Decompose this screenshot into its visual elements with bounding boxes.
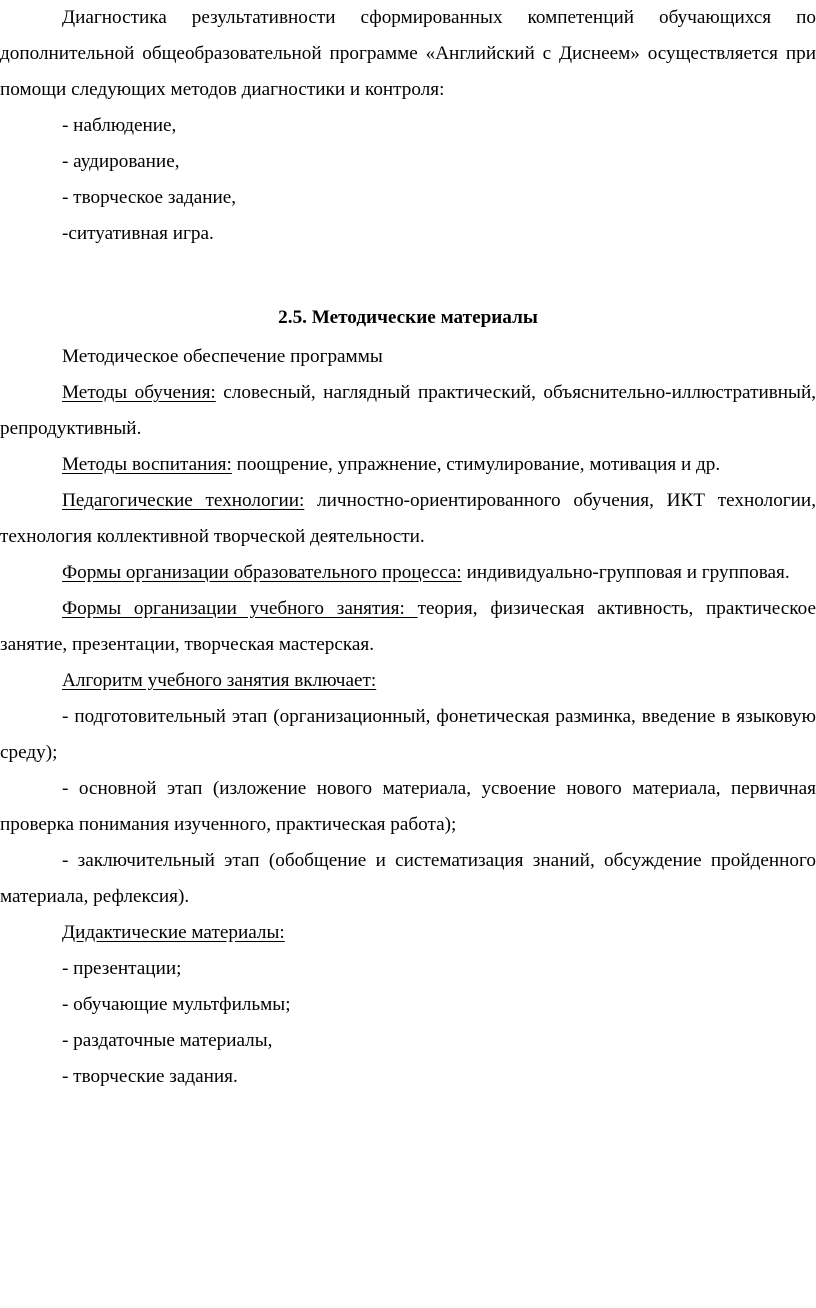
methods-upbringing-label: Методы воспитания: xyxy=(62,454,232,475)
didactic-label: Дидактические материалы: xyxy=(62,922,285,943)
didactic-item: - обучающие мультфильмы; xyxy=(62,994,291,1015)
methods-training-label: Методы обучения: xyxy=(62,382,216,403)
didactic-item: - раздаточные материалы, xyxy=(62,1030,273,1051)
didactic-item: - творческие задания. xyxy=(62,1066,238,1087)
ped-tech-text: личностно-ориентированного обучения, ИКТ технологии, технология коллективной творческой деятельности. xyxy=(0,490,816,547)
didactic-item: - презентации; xyxy=(62,958,182,979)
intro-paragraph: Диагностика результативности сформированных компетенций обучающихся по дополнительной общеобразовательной программе «Английский с Диснеем» осуществляется при помощи следующих методов диагностики и контроля: xyxy=(0,7,816,100)
section-subtitle: Методическое обеспечение программы xyxy=(62,346,383,367)
forms-process-text: индивидуально-групповая и групповая. xyxy=(461,562,790,583)
methods-training-text: словесный, наглядный практический, объяснительно-иллюстративный, репродуктивный. xyxy=(0,382,816,439)
diagnostic-method-item: - творческое задание, xyxy=(62,187,237,208)
section-heading: 2.5. Методические материалы xyxy=(278,307,538,328)
methods-upbringing-text: поощрение, упражнение, стимулирование, мотивация и др. xyxy=(231,454,721,475)
algorithm-stage: - основной этап (изложение нового материала, усвоение нового материала, первичная проверка понимания изученного, практическая работа); xyxy=(0,778,816,835)
algorithm-label: Алгоритм учебного занятия включает: xyxy=(62,670,377,691)
forms-lesson-label: Формы организации учебного занятия: xyxy=(62,598,418,619)
algorithm-stage: - подготовительный этап (организационный, фонетическая разминка, введение в языковую среду); xyxy=(0,706,816,763)
methods-upbringing-paragraph xyxy=(0,447,816,483)
algorithm-paragraph xyxy=(0,663,816,699)
diagnostic-method-item: - аудирование, xyxy=(62,151,180,172)
forms-lesson-text: теория, физическая активность, практическое занятие, презентации, творческая мастерская. xyxy=(0,598,816,655)
methods-training-paragraph xyxy=(0,375,816,447)
forms-lesson-paragraph xyxy=(0,591,816,663)
diagnostic-method-item: - наблюдение, xyxy=(62,115,177,136)
diagnostic-method-item: -ситуативная игра. xyxy=(62,223,214,244)
ped-tech-paragraph xyxy=(0,483,816,555)
ped-tech-label: Педагогические технологии: xyxy=(62,490,305,511)
forms-process-paragraph xyxy=(0,555,816,591)
forms-process-label: Формы организации образовательного процесса: xyxy=(62,562,462,583)
didactic-paragraph xyxy=(0,915,816,951)
algorithm-stage: - заключительный этап (обобщение и систематизация знаний, обсуждение пройденного материала, рефлексия). xyxy=(0,850,816,907)
